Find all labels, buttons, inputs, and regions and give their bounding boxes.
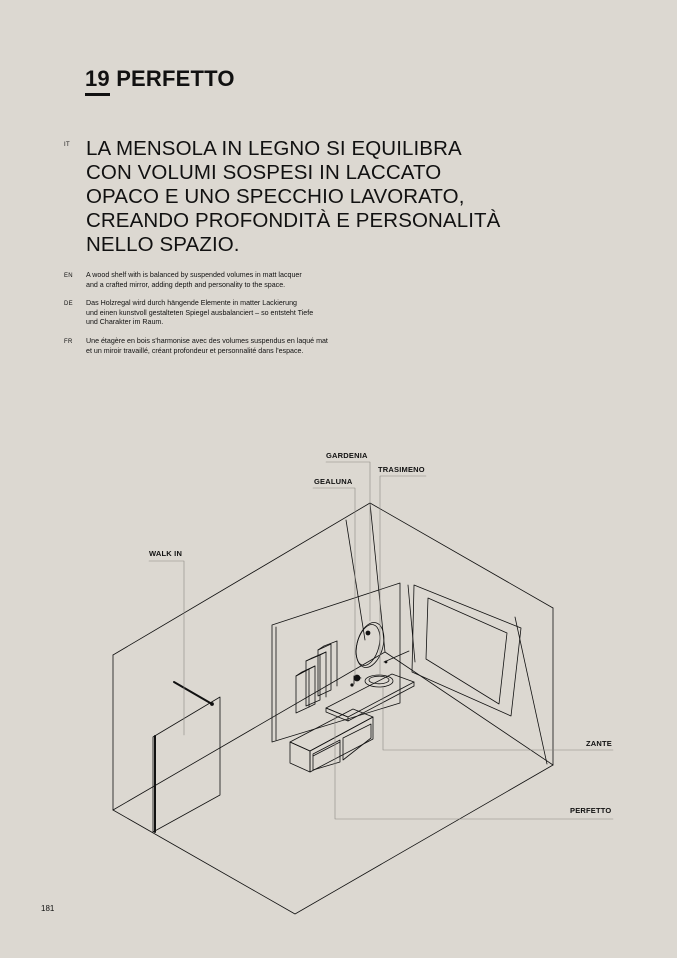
- leader-gealuna: [313, 488, 355, 676]
- suspended-drawer-unit: [290, 709, 373, 772]
- leader-walk-in: [149, 561, 184, 735]
- lang-tag-de: DE: [64, 301, 73, 307]
- paragraph-line: und Charakter im Raum.: [86, 318, 164, 327]
- section-number: 19: [85, 66, 110, 91]
- leader-zante: [383, 686, 613, 750]
- walk-in-screen: [153, 682, 220, 832]
- callout-gardenia: GARDENIA: [326, 451, 368, 460]
- callout-leaders: [149, 462, 613, 819]
- paragraph-line: and a crafted mirror, adding depth and personality to the space.: [86, 280, 286, 289]
- gealuna-faucet: [351, 675, 361, 686]
- headline-line: LA MENSOLA IN LEGNO SI EQUILIBRA: [86, 137, 462, 160]
- lang-tag-it: IT: [64, 142, 70, 148]
- callout-walk-in: WALK IN: [149, 549, 183, 558]
- leader-perfetto: [335, 715, 613, 819]
- zante-cabinets: [296, 641, 337, 713]
- paragraph-line: und einen kunstvoll gestalteten Spiegel ausbalanciert – so entsteht Tiefe: [86, 308, 314, 317]
- headline-line: CON VOLUMI SOSPESI IN LACCATO: [86, 161, 442, 184]
- lang-tag-fr: FR: [64, 339, 73, 345]
- page-number: 181: [41, 904, 55, 913]
- callout-gealuna: GEALUNA: [314, 477, 353, 486]
- lang-tag-en: EN: [64, 273, 73, 279]
- leader-trasimeno: [380, 476, 426, 676]
- paragraph-line: et un miroir travaillé, créant profondeur et personnalité dans l'espace.: [86, 346, 304, 355]
- callout-zante: ZANTE: [586, 739, 612, 748]
- paragraph-line: Das Holzregal wird durch hängende Elemente in matter Lackierung: [86, 299, 297, 307]
- paragraph-line: A wood shelf with is balanced by suspended volumes in matt lacquer: [86, 271, 302, 279]
- headline-line: NELLO SPAZIO.: [86, 233, 240, 256]
- callout-perfetto: PERFETTO: [570, 806, 612, 815]
- perfetto-shelf: [326, 674, 414, 721]
- right-wall-window: [408, 585, 547, 764]
- headline-line: OPACO E UNO SPECCHIO LAVORATO,: [86, 185, 465, 208]
- callout-trasimeno: TRASIMENO: [378, 465, 425, 474]
- left-wall-edge: [346, 520, 365, 640]
- paragraph-line: Une étagère en bois s'harmonise avec des volumes suspendus en laqué mat: [86, 337, 328, 345]
- room-outline: [113, 503, 553, 914]
- headline-line: CREANDO PROFONDITÀ E PERSONALITÀ: [86, 209, 501, 232]
- section-title: PERFETTO: [116, 66, 235, 91]
